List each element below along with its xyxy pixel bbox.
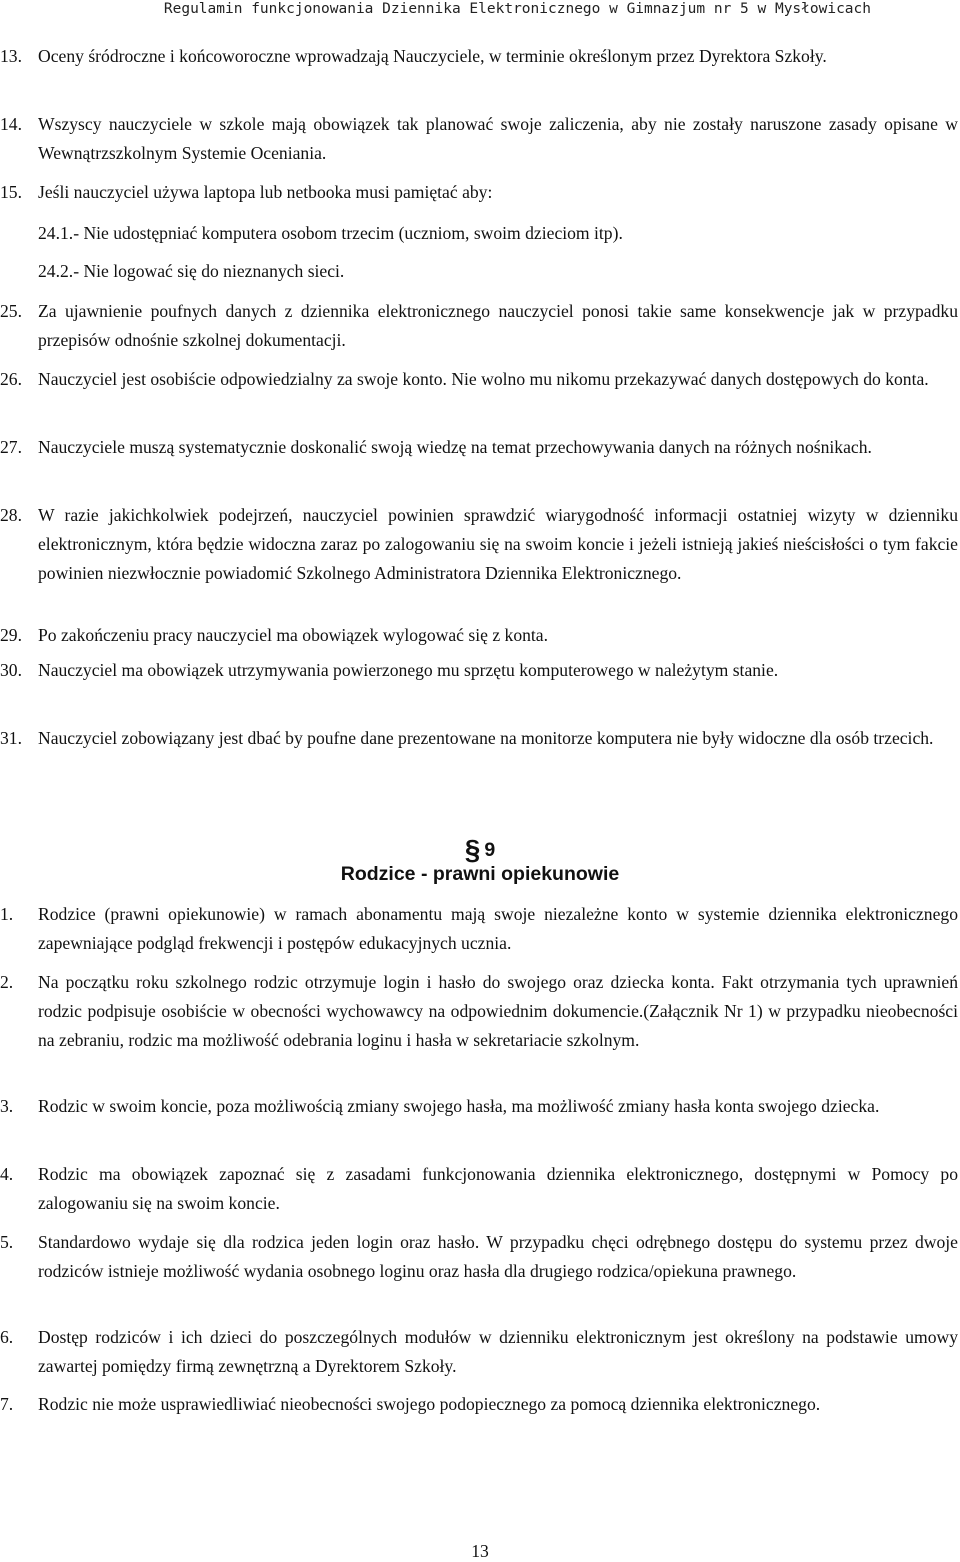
item-number: 26.: [0, 369, 22, 389]
list-item: [0, 1390, 958, 1419]
item-text: Rodzic w swoim koncie, poza możliwością zmiany swojego hasła, ma możliwość zmiany hasła konta swojego dziecka.: [38, 1096, 880, 1116]
list-item: [0, 42, 958, 71]
item-text: Dostęp rodziców i ich dzieci do poszczególnych modułów w dzienniku elektronicznym jest określony na podstawie umowy zawartej pomiędzy firmą zewnętrzną a Dyrektorem Szkoły.: [38, 1327, 958, 1376]
item-text: Za ujawnienie poufnych danych z dziennika elektronicznego nauczyciel ponosi takie same konsekwencje jak w przypadku przepisów odnośnie szkolnej dokumentacji.: [38, 301, 958, 350]
sub-list-item: 24.1.- Nie udostępniać komputera osobom trzecim (uczniom, swoim dzieciom itp).: [38, 223, 623, 243]
section-number: 9: [484, 839, 496, 861]
item-text: Nauczyciele muszą systematycznie doskonalić swoją wiedzę na temat przechowywania danych na różnych nośnikach.: [38, 437, 872, 457]
item-text: Oceny śródroczne i końcoworoczne wprowadzają Nauczyciele, w terminie określonym przez Dyrektora Szkoły.: [38, 46, 827, 66]
item-text: Wszyscy nauczyciele w szkole mają obowiązek tak planować swoje zaliczenia, aby nie zostały naruszone zasady opisane w Wewnątrzszkolnym Systemie Oceniania.: [38, 114, 958, 163]
list-item: [0, 501, 958, 588]
item-number: 31.: [0, 728, 22, 748]
list-item: [0, 900, 958, 958]
item-number: 1.: [0, 904, 14, 924]
list-item: [0, 621, 958, 650]
item-text: Nauczyciel jest osobiście odpowiedzialny za swoje konto. Nie wolno mu nikomu przekazywać danych dostępowych do konta.: [38, 369, 929, 389]
list-item: [0, 1092, 958, 1121]
section-heading-number: [0, 834, 960, 865]
item-text: Nauczyciel ma obowiązek utrzymywania powierzonego mu sprzętu komputerowego w należytym stanie.: [38, 660, 779, 680]
item-number: 3.: [0, 1096, 14, 1116]
item-text: Rodzice (prawni opiekunowie) w ramach abonamentu mają swoje niezależne konto w systemie dziennika elektronicznego zapewniające podgląd frekwencji i postępów edukacyjnych ucznia.: [38, 904, 958, 953]
item-number: 5.: [0, 1232, 14, 1252]
item-text: Nauczyciel zobowiązany jest dbać by poufne dane prezentowane na monitorze komputera nie były widoczne dla osób trzecich.: [38, 728, 934, 748]
page-number: 13: [471, 1541, 489, 1561]
section-title: Rodzice - prawni opiekunowie: [340, 863, 620, 885]
item-text: Po zakończeniu pracy nauczyciel ma obowiązek wylogować się z konta.: [38, 625, 549, 645]
list-item: [0, 1160, 958, 1218]
list-item: [0, 433, 958, 462]
list-item: [0, 656, 958, 685]
item-text: Na początku roku szkolnego rodzic otrzymuje login i hasło do swojego oraz dziecka konta. Fakt otrzymania tych uprawnień rodzic podpisuje osobiście w obecności wychowawcy na odpowiednim dokumencie.(Załącznik Nr 1) w przypadku nieobecności na zebraniu, rodzic ma możliwość odebrania loginu i hasła w sekretariacie szkolnym.: [38, 972, 958, 1050]
item-number: 30.: [0, 660, 22, 680]
item-number: 15.: [0, 182, 22, 202]
sub-list-item: 24.2.- Nie logować się do nieznanych sieci.: [38, 261, 345, 281]
list-item: [0, 1323, 958, 1381]
item-number: 25.: [0, 301, 22, 321]
item-text: Rodzic nie może usprawiedliwiać nieobecności swojego podopiecznego za pomocą dziennika elektronicznego.: [38, 1394, 821, 1414]
list-item: [0, 968, 958, 1055]
item-number: 29.: [0, 625, 22, 645]
item-number: 2.: [0, 972, 14, 992]
item-number: 14.: [0, 114, 22, 134]
item-number: 4.: [0, 1164, 14, 1184]
item-number: 13.: [0, 46, 22, 66]
running-header: Regulamin funkcjonowania Dziennika Elektronicznego w Gimnazjum nr 5 w Mysłowicach: [163, 1, 871, 17]
item-number: 6.: [0, 1327, 14, 1347]
item-number: 28.: [0, 505, 22, 525]
item-number: 27.: [0, 437, 22, 457]
list-item: [0, 724, 958, 753]
item-text: W razie jakichkolwiek podejrzeń, nauczyciel powinien sprawdzić wiarygodność informacji ostatniej wizyty w dzienniku elektronicznym, która będzie widoczna zaraz po zalogowaniu się na swoim koncie i jeżeli istnieją jakieś nieścisłości o tym fakcie powinien niezwłocznie powiadomić Szkolnego Administratora Dziennika Elektronicznego.: [38, 505, 958, 583]
item-number: 7.: [0, 1394, 14, 1414]
section-symbol: §: [464, 834, 481, 865]
item-text: Standardowo wydaje się dla rodzica jeden login oraz hasło. W przypadku chęci odrębnego dostępu do systemu przez dwoje rodziców istnieje możliwość wydania osobnego loginu oraz hasła dla drugiego rodzica/opiekuna prawnego.: [38, 1232, 958, 1281]
list-item: [0, 110, 958, 168]
item-text: Jeśli nauczyciel używa laptopa lub netbooka musi pamiętać aby:: [38, 182, 493, 202]
list-item: [0, 365, 958, 394]
list-item: [0, 297, 958, 355]
list-item: [0, 1228, 958, 1286]
list-item: [0, 178, 958, 207]
item-text: Rodzic ma obowiązek zapoznać się z zasadami funkcjonowania dziennika elektronicznego, dostępnymi w Pomocy po zalogowaniu się na swoim koncie.: [38, 1164, 958, 1213]
